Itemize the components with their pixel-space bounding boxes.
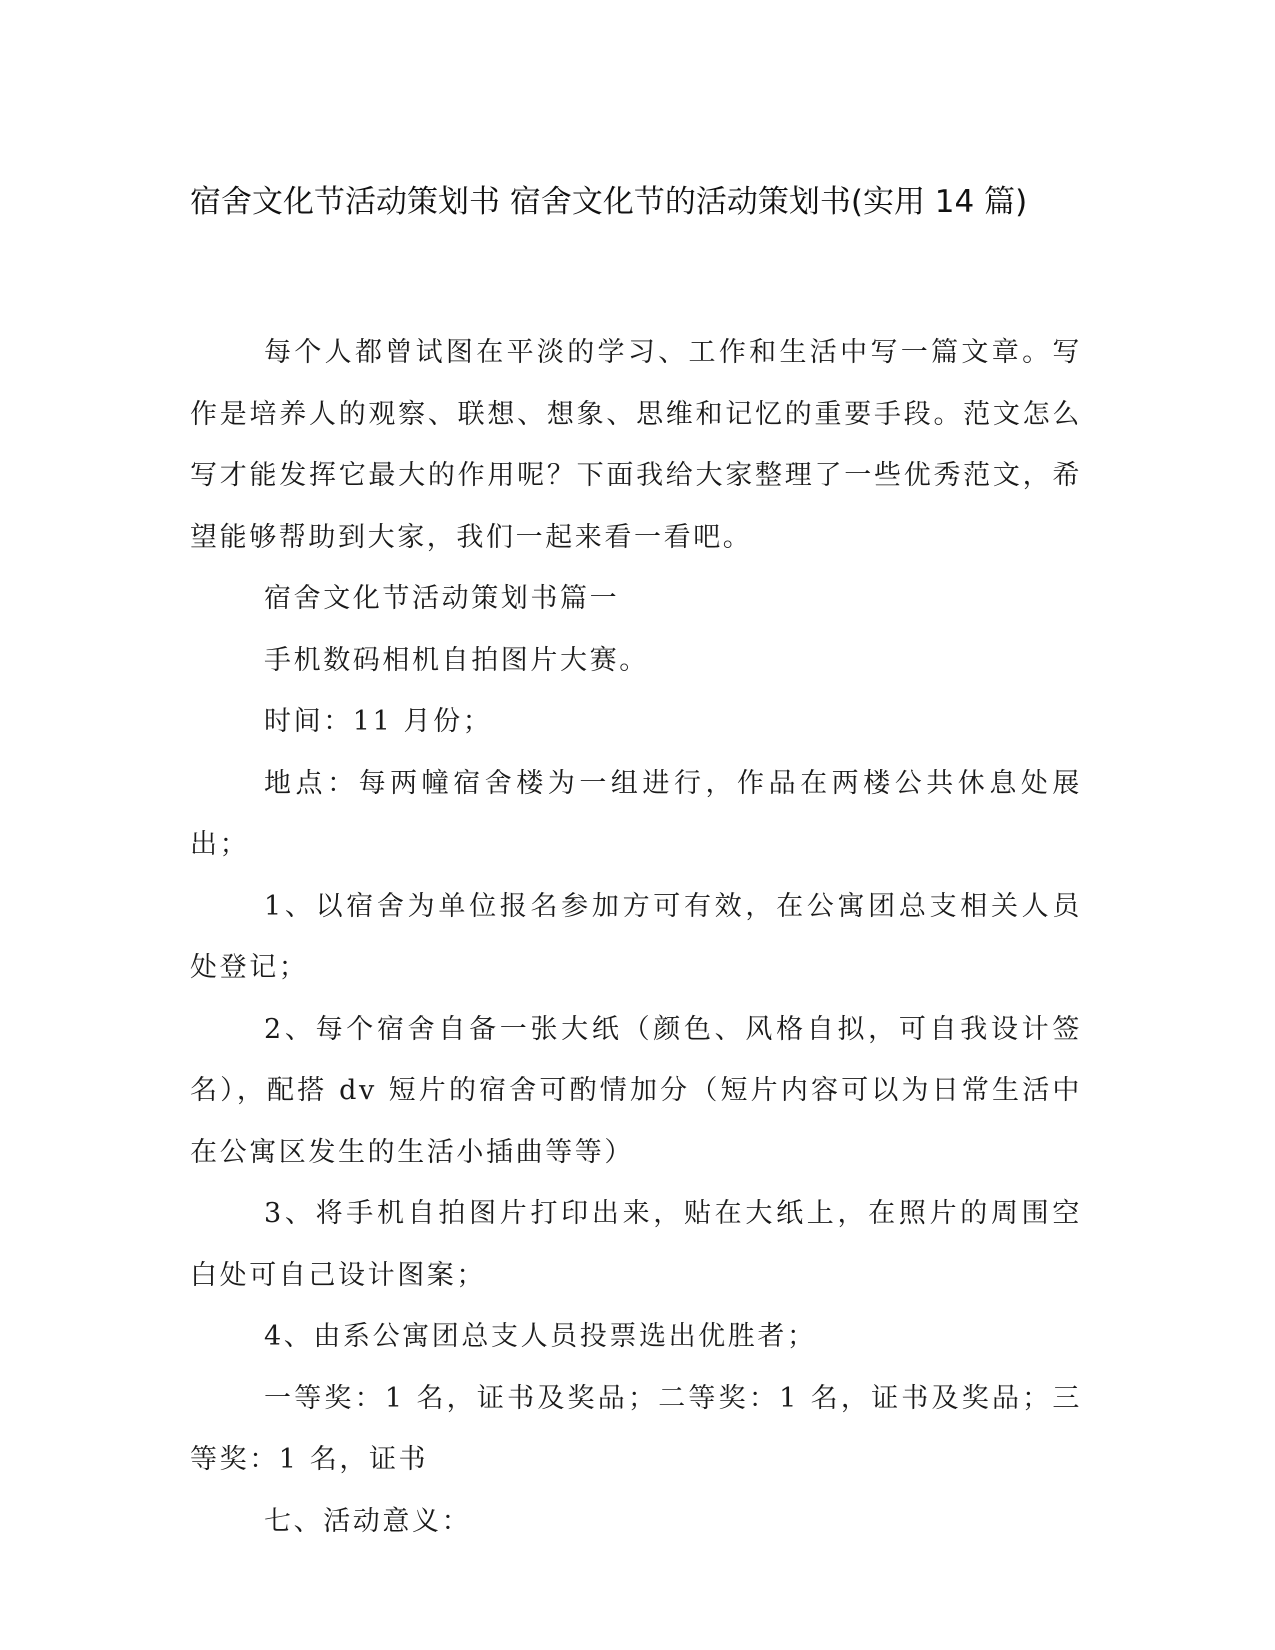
awards-paragraph: 一等奖：1 名，证书及奖品；二等奖：1 名，证书及奖品；三等奖：1 名，证书 (190, 1382, 1082, 1475)
activity-time: 时间：11 月份； (264, 706, 493, 737)
rule-item-2: 2、每个宿舍自备一张大纸（颜色、风格自拟，可自我设计签名），配搭 dv 短片的宿舍可酌情加分（短片内容可以为日常生活中在公寓区发生的生活小插曲等等） (190, 1013, 1082, 1168)
document-body (190, 322, 1082, 1552)
rule-item-1: 1、以宿舍为单位报名参加方可有效，在公寓团总支相关人员处登记； (190, 890, 1082, 983)
rule-item-3: 3、将手机自拍图片打印出来，贴在大纸上，在照片的周围空白处可自己设计图案； (190, 1198, 1082, 1291)
document-title: 宿舍文化节活动策划书 宿舍文化节的活动策划书(实用 14 篇) (190, 184, 1028, 220)
rule-item-4: 4、由系公寓团总支人员投票选出优胜者； (264, 1321, 817, 1352)
section-heading: 宿舍文化节活动策划书篇一 (264, 583, 620, 614)
significance-heading: 七、活动意义： (264, 1505, 472, 1537)
activity-location: 地点：每两幢宿舍楼为一组进行，作品在两楼公共休息处展出； (190, 767, 1082, 860)
intro-paragraph: 每个人都曾试图在平淡的学习、工作和生活中写一篇文章。写作是培养人的观察、联想、想象、思维和记忆的重要手段。范文怎么写才能发挥它最大的作用呢？下面我给大家整理了一些优秀范文，希望能够帮助到大家，我们一起来看一看吧。 (190, 337, 1082, 553)
activity-name: 手机数码相机自拍图片大赛。 (264, 644, 649, 676)
